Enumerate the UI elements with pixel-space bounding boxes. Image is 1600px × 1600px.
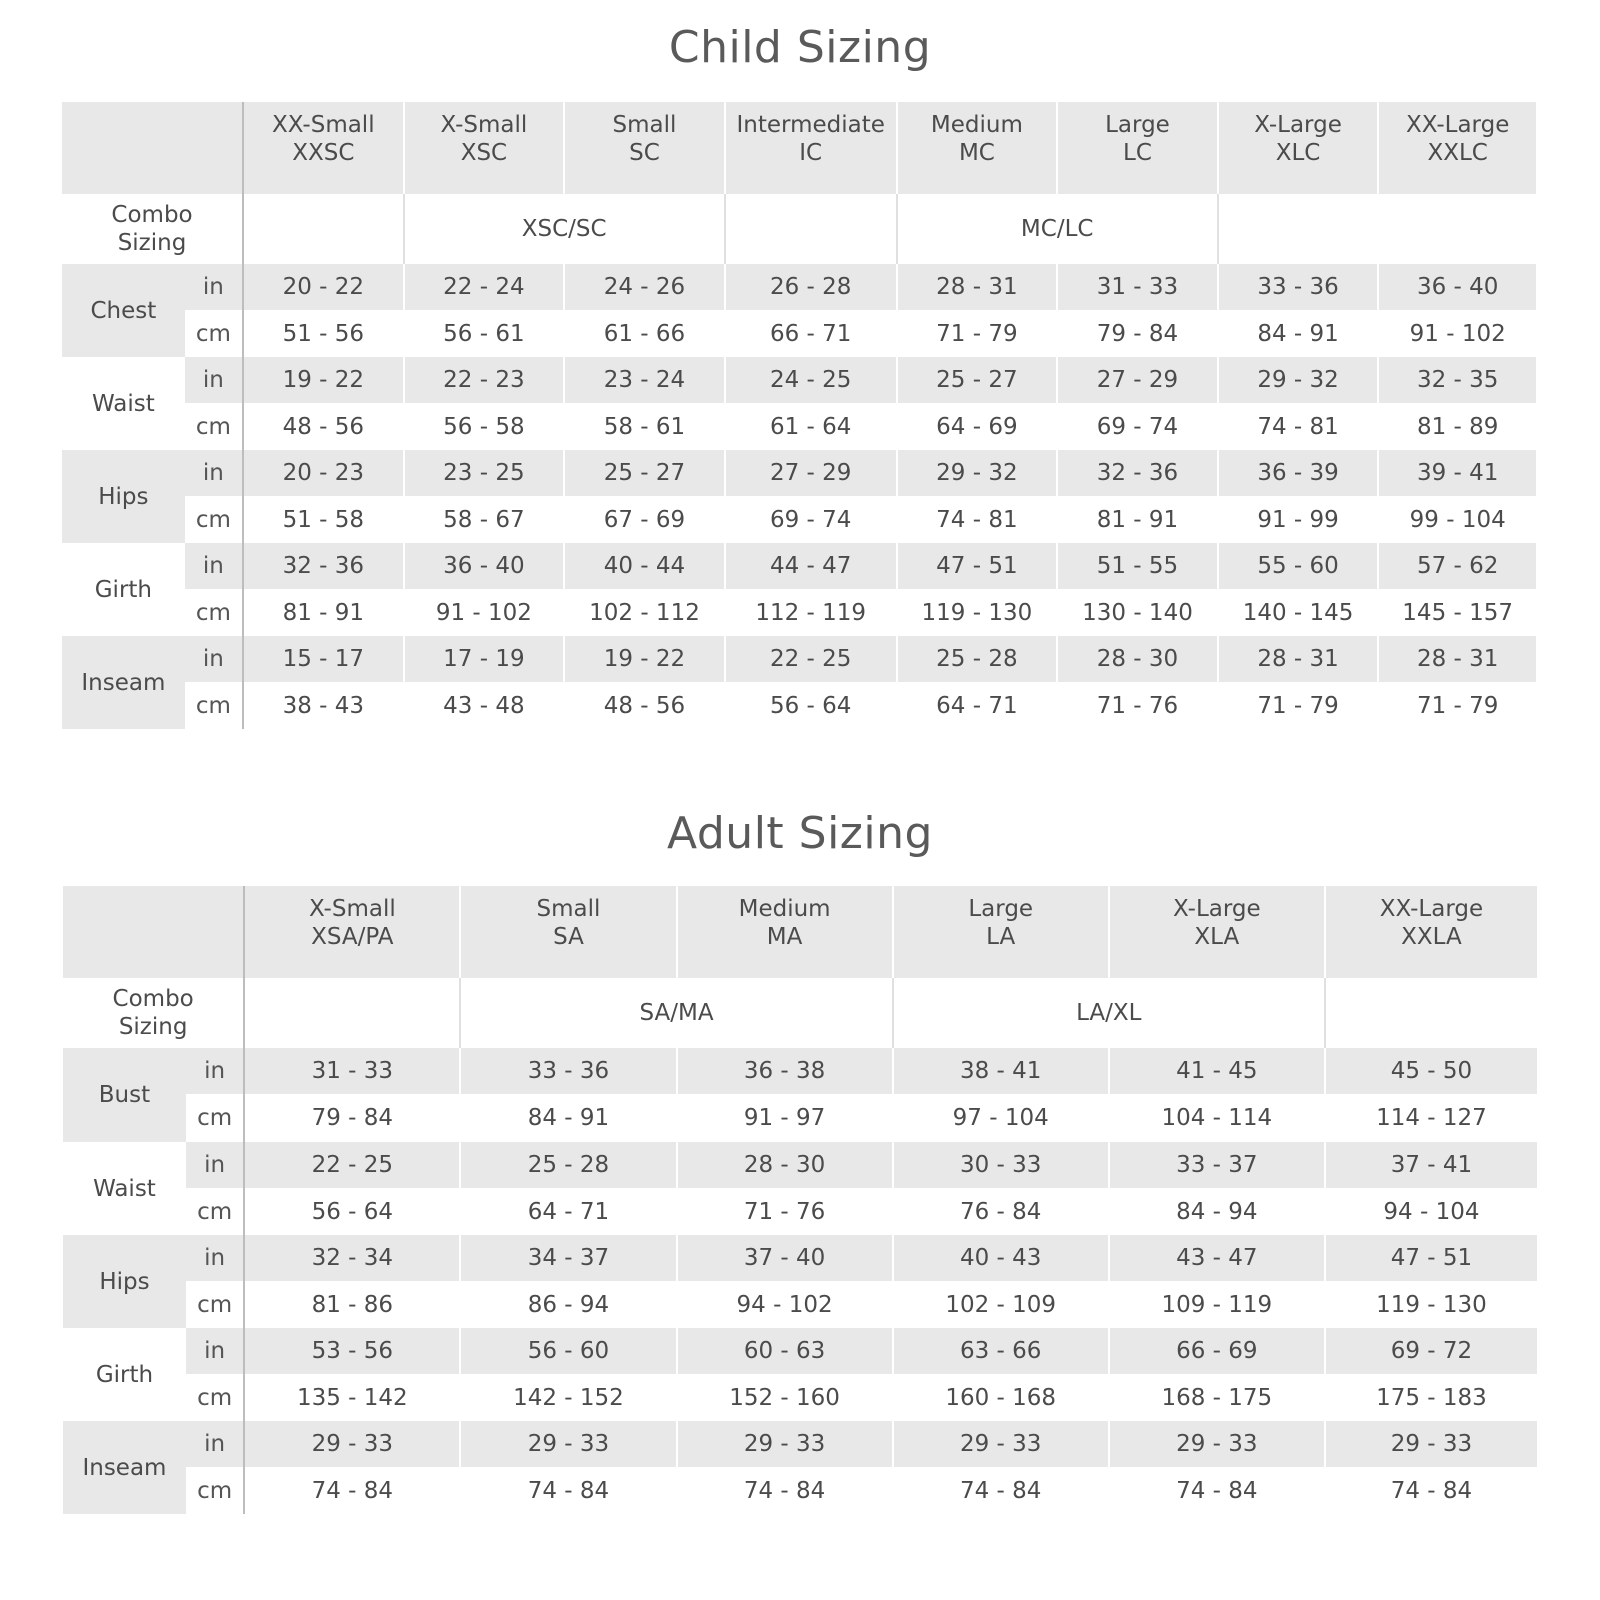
measurement-value: 22 - 25 [725,636,897,682]
measurement-value: 48 - 56 [564,682,725,729]
child-combo-cell [725,194,897,264]
child-size-header [1218,102,1379,194]
measurement-value: 64 - 71 [897,682,1058,729]
adult-size-code: XXLA [1401,924,1462,950]
measurement-value: 32 - 35 [1378,357,1537,403]
child-combo-cell: MC/LC [897,194,1218,264]
measurement-value: 29 - 33 [1109,1421,1325,1467]
adult-size-code: XLA [1194,924,1240,950]
child-waist-in-row [62,357,1537,403]
measurement-value: 91 - 97 [677,1094,893,1142]
child-size-code: LC [1123,140,1152,166]
child-size-name: XX-Small [272,112,375,138]
measurement-value: 142 - 152 [460,1374,676,1421]
measurement-value: 28 - 31 [897,264,1058,310]
unit-label: cm [186,1094,244,1142]
measurement-value: 23 - 25 [404,450,565,496]
child-combo-cell: XSC/SC [404,194,725,264]
child-size-code: SC [629,140,660,166]
adult-waist-cm-row [63,1188,1538,1235]
measurement-value: 34 - 37 [460,1235,676,1281]
measurement-label: Inseam [62,636,185,729]
child-combo-cell [243,194,404,264]
child-size-name: Intermediate [736,112,885,138]
unit-label: in [185,636,243,682]
unit-label: cm [185,682,243,729]
adult-size-code: MA [766,924,803,950]
measurement-value: 81 - 89 [1378,403,1537,450]
child-size-header [243,102,404,194]
measurement-value: 22 - 24 [404,264,565,310]
measurement-value: 15 - 17 [243,636,404,682]
measurement-value: 71 - 79 [1218,682,1379,729]
measurement-value: 56 - 64 [725,682,897,729]
adult-size-header [460,886,676,978]
child-sizing-title: Child Sizing [668,22,932,73]
measurement-label: Waist [62,357,185,450]
measurement-value: 30 - 33 [893,1142,1109,1188]
measurement-value: 26 - 28 [725,264,897,310]
measurement-value: 36 - 38 [677,1048,893,1094]
measurement-value: 74 - 84 [677,1467,893,1514]
child-combo-row [62,194,1537,264]
unit-label: in [185,357,243,403]
child-header-corner [62,102,243,194]
adult-combo-cell: SA/MA [460,978,892,1048]
measurement-value: 32 - 36 [1057,450,1218,496]
measurement-label: Inseam [63,1421,186,1514]
measurement-value: 58 - 67 [404,496,565,543]
child-inseam-in-row [62,636,1537,682]
child-size-code: XLC [1275,140,1321,166]
measurement-value: 79 - 84 [1057,310,1218,357]
child-size-name: Small [612,112,677,138]
adult-size-name: Large [968,896,1034,922]
adult-size-code: SA [553,924,584,950]
measurement-value: 28 - 31 [1378,636,1537,682]
unit-label: cm [186,1374,244,1421]
measurement-value: 51 - 58 [243,496,404,543]
measurement-value: 29 - 33 [1325,1421,1538,1467]
measurement-label: Bust [63,1048,186,1142]
measurement-value: 145 - 157 [1378,589,1537,636]
unit-label: in [185,543,243,589]
unit-label: cm [186,1467,244,1514]
measurement-value: 38 - 43 [243,682,404,729]
measurement-value: 81 - 91 [243,589,404,636]
measurement-value: 81 - 86 [244,1281,460,1328]
measurement-value: 43 - 48 [404,682,565,729]
measurement-value: 29 - 33 [893,1421,1109,1467]
measurement-value: 86 - 94 [460,1281,676,1328]
measurement-value: 31 - 33 [244,1048,460,1094]
measurement-value: 41 - 45 [1109,1048,1325,1094]
adult-combo-cell [244,978,460,1048]
measurement-value: 20 - 22 [243,264,404,310]
child-size-header [564,102,725,194]
adult-size-code: XSA/PA [311,924,394,950]
measurement-value: 60 - 63 [677,1328,893,1374]
measurement-value: 61 - 66 [564,310,725,357]
adult-size-header [1109,886,1325,978]
child-hips-cm-row [62,496,1537,543]
adult-girth-in-row [63,1328,1538,1374]
measurement-value: 66 - 69 [1109,1328,1325,1374]
adult-hips-cm-row [63,1281,1538,1328]
child-chest-cm-row [62,310,1537,357]
child-size-header [1057,102,1218,194]
measurement-value: 24 - 25 [725,357,897,403]
measurement-value: 43 - 47 [1109,1235,1325,1281]
measurement-label: Hips [63,1235,186,1328]
measurement-value: 69 - 72 [1325,1328,1538,1374]
adult-size-code: LA [986,924,1016,950]
measurement-value: 160 - 168 [893,1374,1109,1421]
adult-inseam-cm-row [63,1467,1538,1514]
adult-girth-cm-row [63,1374,1538,1421]
unit-label: cm [185,310,243,357]
measurement-value: 36 - 39 [1218,450,1379,496]
adult-bust-in-row [63,1048,1538,1094]
child-size-header [897,102,1058,194]
measurement-value: 25 - 28 [897,636,1058,682]
measurement-value: 71 - 79 [1378,682,1537,729]
measurement-value: 99 - 104 [1378,496,1537,543]
measurement-value: 74 - 84 [1109,1467,1325,1514]
measurement-value: 64 - 69 [897,403,1058,450]
measurement-value: 36 - 40 [404,543,565,589]
measurement-value: 66 - 71 [725,310,897,357]
measurement-value: 69 - 74 [1057,403,1218,450]
child-size-code: XXSC [292,140,355,166]
measurement-value: 69 - 74 [725,496,897,543]
measurement-value: 51 - 56 [243,310,404,357]
child-size-code: XSC [460,140,508,166]
measurement-value: 81 - 91 [1057,496,1218,543]
measurement-value: 91 - 102 [404,589,565,636]
measurement-value: 32 - 36 [243,543,404,589]
measurement-value: 112 - 119 [725,589,897,636]
measurement-value: 109 - 119 [1109,1281,1325,1328]
adult-size-header [677,886,893,978]
unit-label: cm [185,496,243,543]
measurement-value: 94 - 102 [677,1281,893,1328]
measurement-value: 17 - 19 [404,636,565,682]
unit-label: in [186,1048,244,1094]
combo-label-line: Sizing [117,230,187,256]
measurement-value: 24 - 26 [564,264,725,310]
combo-label-line: Combo [111,202,193,228]
child-waist-cm-row [62,403,1537,450]
measurement-value: 31 - 33 [1057,264,1218,310]
unit-label: cm [185,403,243,450]
adult-combo-cell: LA/XL [893,978,1325,1048]
measurement-value: 47 - 51 [1325,1235,1538,1281]
measurement-value: 56 - 58 [404,403,565,450]
measurement-value: 38 - 41 [893,1048,1109,1094]
adult-combo-row [63,978,1538,1048]
measurement-value: 84 - 94 [1109,1188,1325,1235]
measurement-value: 29 - 33 [244,1421,460,1467]
child-size-header [404,102,565,194]
measurement-value: 29 - 33 [677,1421,893,1467]
child-size-name: Medium [930,112,1023,138]
child-chest-in-row [62,264,1537,310]
unit-label: in [185,450,243,496]
measurement-value: 25 - 27 [897,357,1058,403]
measurement-value: 37 - 40 [677,1235,893,1281]
unit-label: cm [185,589,243,636]
child-combo-sizing-label [62,194,243,264]
measurement-value: 71 - 76 [1057,682,1218,729]
adult-size-name: XX-Large [1379,896,1484,922]
combo-label-line: Combo [112,986,194,1012]
measurement-label: Girth [63,1328,186,1421]
measurement-value: 63 - 66 [893,1328,1109,1374]
measurement-value: 58 - 61 [564,403,725,450]
measurement-value: 36 - 40 [1378,264,1537,310]
measurement-value: 84 - 91 [460,1094,676,1142]
child-size-header-row [62,102,1537,194]
measurement-value: 79 - 84 [244,1094,460,1142]
adult-inseam-in-row [63,1421,1538,1467]
measurement-value: 76 - 84 [893,1188,1109,1235]
adult-sizing-table [63,886,1539,1514]
measurement-value: 61 - 64 [725,403,897,450]
measurement-value: 74 - 81 [897,496,1058,543]
measurement-value: 74 - 84 [460,1467,676,1514]
measurement-value: 22 - 25 [244,1142,460,1188]
measurement-value: 39 - 41 [1378,450,1537,496]
child-size-header [725,102,897,194]
measurement-value: 168 - 175 [1109,1374,1325,1421]
unit-label: cm [186,1188,244,1235]
adult-size-header [893,886,1109,978]
measurement-value: 32 - 34 [244,1235,460,1281]
adult-waist-in-row [63,1142,1538,1188]
adult-sizing-title: Adult Sizing [667,808,933,859]
measurement-value: 56 - 60 [460,1328,676,1374]
measurement-value: 84 - 91 [1218,310,1379,357]
measurement-value: 57 - 62 [1378,543,1537,589]
child-girth-cm-row [62,589,1537,636]
measurement-value: 55 - 60 [1218,543,1379,589]
measurement-value: 20 - 23 [243,450,404,496]
child-size-code: IC [799,140,823,166]
measurement-value: 51 - 55 [1057,543,1218,589]
child-size-code: XXLC [1427,140,1488,166]
measurement-value: 56 - 64 [244,1188,460,1235]
adult-size-header [1325,886,1538,978]
measurement-value: 91 - 99 [1218,496,1379,543]
measurement-value: 74 - 84 [1325,1467,1538,1514]
measurement-value: 25 - 27 [564,450,725,496]
measurement-label: Chest [62,264,185,357]
measurement-value: 33 - 37 [1109,1142,1325,1188]
measurement-value: 74 - 81 [1218,403,1379,450]
measurement-value: 175 - 183 [1325,1374,1538,1421]
measurement-value: 152 - 160 [677,1374,893,1421]
measurement-value: 29 - 33 [460,1421,676,1467]
adult-size-name: X-Small [308,896,396,922]
child-sizing-table [62,102,1538,729]
child-hips-in-row [62,450,1537,496]
measurement-value: 94 - 104 [1325,1188,1538,1235]
measurement-value: 37 - 41 [1325,1142,1538,1188]
adult-size-name: Small [536,896,601,922]
measurement-value: 28 - 31 [1218,636,1379,682]
adult-combo-sizing-label [63,978,244,1048]
measurement-value: 33 - 36 [1218,264,1379,310]
measurement-value: 28 - 30 [677,1142,893,1188]
measurement-value: 22 - 23 [404,357,565,403]
measurement-value: 64 - 71 [460,1188,676,1235]
measurement-value: 130 - 140 [1057,589,1218,636]
combo-label-line: Sizing [118,1014,188,1040]
measurement-value: 23 - 24 [564,357,725,403]
measurement-value: 102 - 112 [564,589,725,636]
measurement-label: Waist [63,1142,186,1235]
measurement-value: 97 - 104 [893,1094,1109,1142]
measurement-value: 135 - 142 [244,1374,460,1421]
child-size-name: Large [1105,112,1170,138]
measurement-value: 71 - 76 [677,1188,893,1235]
measurement-value: 19 - 22 [564,636,725,682]
measurement-value: 102 - 109 [893,1281,1109,1328]
measurement-value: 19 - 22 [243,357,404,403]
measurement-value: 40 - 44 [564,543,725,589]
unit-label: in [186,1235,244,1281]
adult-header-corner [63,886,244,978]
measurement-value: 27 - 29 [725,450,897,496]
measurement-label: Girth [62,543,185,636]
measurement-value: 27 - 29 [1057,357,1218,403]
measurement-value: 25 - 28 [460,1142,676,1188]
measurement-value: 48 - 56 [243,403,404,450]
measurement-value: 47 - 51 [897,543,1058,589]
measurement-value: 45 - 50 [1325,1048,1538,1094]
unit-label: in [185,264,243,310]
child-size-header [1378,102,1537,194]
measurement-value: 140 - 145 [1218,589,1379,636]
adult-combo-cell [1325,978,1538,1048]
child-size-code: MC [958,140,995,166]
measurement-value: 28 - 30 [1057,636,1218,682]
unit-label: in [186,1421,244,1467]
adult-size-header [244,886,460,978]
unit-label: in [186,1328,244,1374]
adult-hips-in-row [63,1235,1538,1281]
adult-bust-cm-row [63,1094,1538,1142]
child-size-name: XX-Large [1405,112,1510,138]
measurement-value: 33 - 36 [460,1048,676,1094]
unit-label: cm [186,1281,244,1328]
adult-size-name: X-Large [1173,896,1261,922]
measurement-value: 91 - 102 [1378,310,1537,357]
measurement-value: 71 - 79 [897,310,1058,357]
measurement-label: Hips [62,450,185,543]
child-size-name: X-Small [440,112,528,138]
measurement-value: 104 - 114 [1109,1094,1325,1142]
measurement-value: 74 - 84 [244,1467,460,1514]
child-size-name: X-Large [1254,112,1342,138]
measurement-value: 74 - 84 [893,1467,1109,1514]
measurement-value: 44 - 47 [725,543,897,589]
measurement-value: 119 - 130 [897,589,1058,636]
unit-label: in [186,1142,244,1188]
measurement-value: 29 - 32 [1218,357,1379,403]
measurement-value: 53 - 56 [244,1328,460,1374]
adult-size-name: Medium [738,896,831,922]
measurement-value: 119 - 130 [1325,1281,1538,1328]
measurement-value: 29 - 32 [897,450,1058,496]
child-inseam-cm-row [62,682,1537,729]
adult-size-header-row [63,886,1538,978]
measurement-value: 114 - 127 [1325,1094,1538,1142]
measurement-value: 40 - 43 [893,1235,1109,1281]
measurement-value: 56 - 61 [404,310,565,357]
child-girth-in-row [62,543,1537,589]
measurement-value: 67 - 69 [564,496,725,543]
child-combo-cell [1218,194,1537,264]
